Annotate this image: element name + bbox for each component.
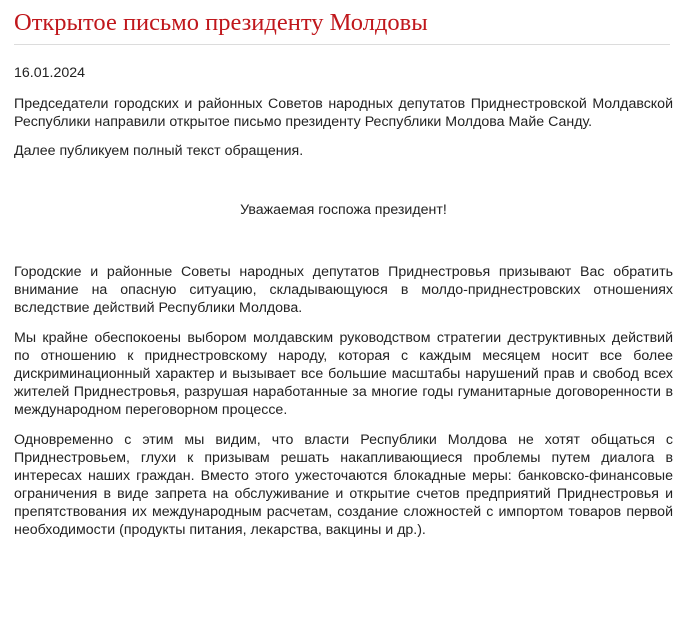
publication-date: 16.01.2024 bbox=[14, 65, 86, 81]
intro-paragraph: Председатели городских и районных Советов народных депутатов Приднестровской Молдавской Республики направили открытое письмо президенту Республики Молдова Майе Санду. bbox=[14, 96, 673, 130]
letter-paragraph: Городские и районные Советы народных депутатов Приднестровья призывают Вас обратить внимание на опасную ситуацию, складывающуюся в молдо-приднестровских отношениях вследствие действий Республики Молдова. bbox=[14, 264, 673, 316]
letter-paragraph: Одновременно с этим мы видим, что власти Республики Молдова не хотят общаться с Приднестровьем, глухи к призывам решать накапливающиеся проблемы путем диалога в интересах наших граждан. Вместо этого ужесточаются блокадные меры: банковско-финансовые ограничения в виде запрета на обслуживание и открытие счетов предприятий Приднестровья и препятствования их международным расчетам, создание сложностей с импортом товаров первой необходимости (продукты питания, лекарства, вакцины и др.). bbox=[14, 432, 673, 538]
letter-paragraph: Мы крайне обеспокоены выбором молдавским руководством стратегии деструктивных действий по отношению к приднестровскому народу, которая с каждым месяцем носит все более дискриминационный характер и вызывает все большие масштабы нарушений прав и свобод всех жителей Приднестровья, разрушая наработанные за многие годы гуманитарные договоренности в международном переговорном процессе. bbox=[14, 330, 673, 418]
letter-greeting: Уважаемая госпожа президент! bbox=[240, 202, 447, 218]
page-title: Открытое письмо президенту Молдовы bbox=[14, 9, 428, 36]
lead-paragraph: Далее публикуем полный текст обращения. bbox=[14, 143, 304, 159]
title-divider bbox=[14, 44, 670, 45]
